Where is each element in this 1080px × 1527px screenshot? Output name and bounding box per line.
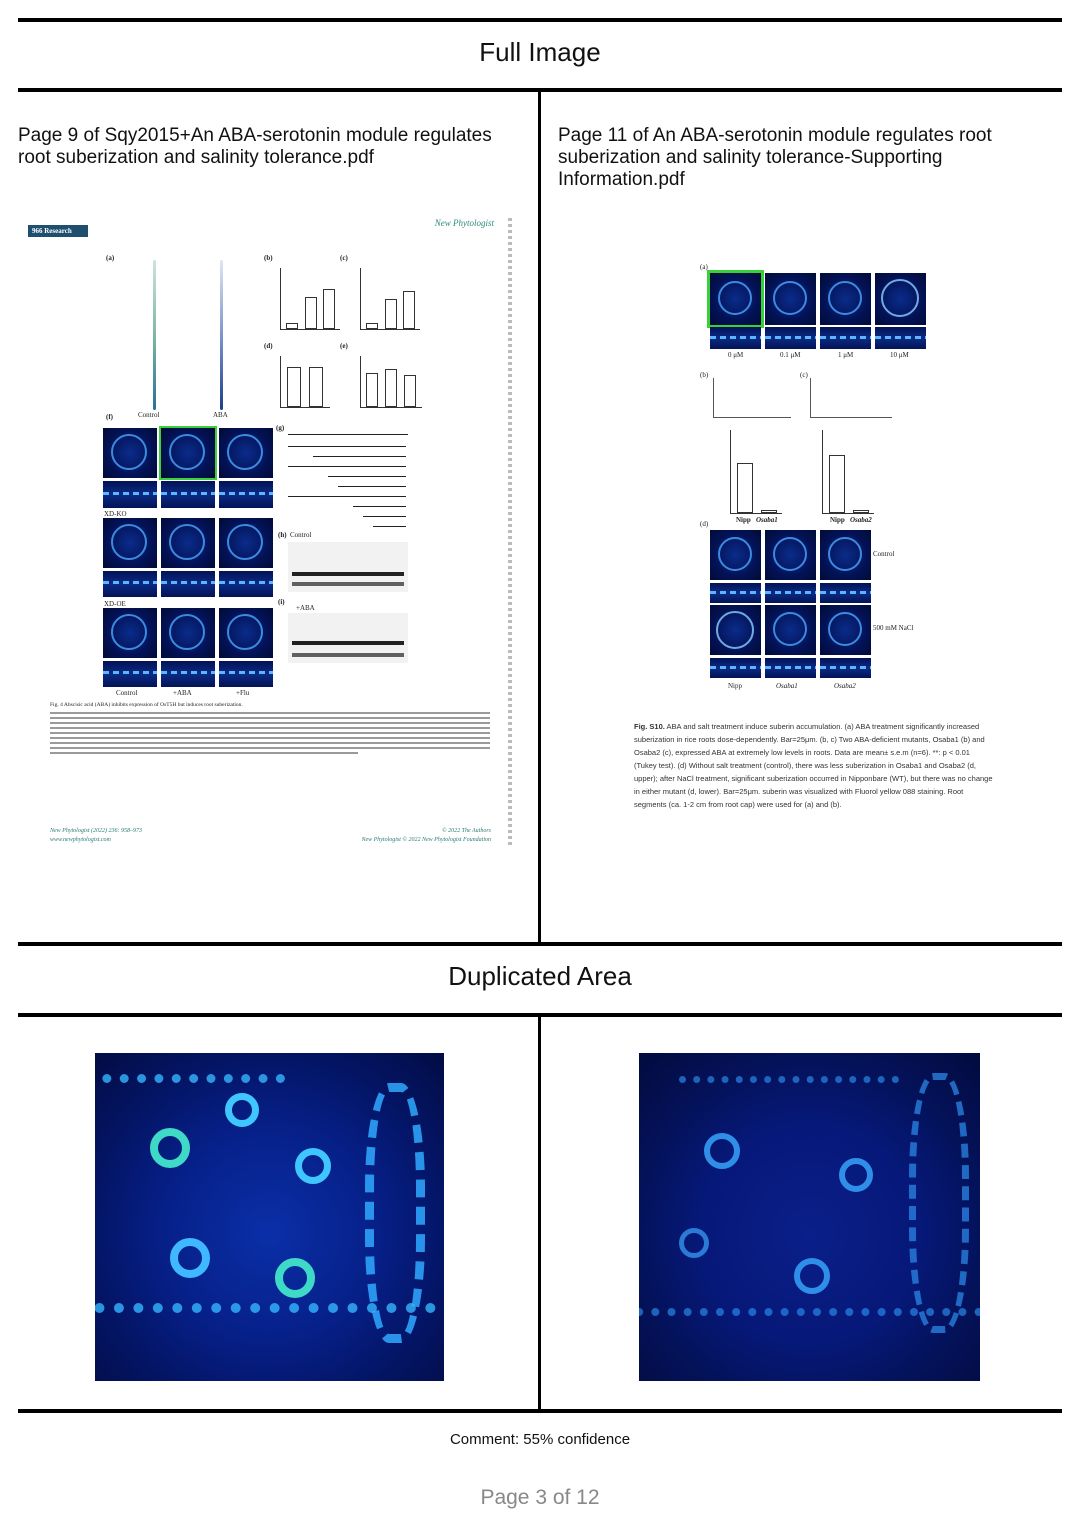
bar-chart-si-b — [730, 430, 782, 514]
si-panel-label-d: (d) — [700, 520, 709, 528]
si-strip-d1 — [710, 583, 761, 603]
si-caption-title: Fig. S10. — [634, 722, 665, 731]
dose-label-0: 0 μM — [728, 351, 744, 359]
si-strip-a1 — [710, 327, 761, 349]
panel-divider — [538, 92, 541, 944]
promoter-line — [313, 456, 406, 457]
bar-chart-si-c — [822, 430, 874, 514]
cell-ring — [839, 1158, 873, 1192]
paper-footer-left — [50, 827, 142, 845]
top-rule — [18, 18, 1062, 22]
caption-text-line — [50, 717, 490, 719]
genotype-label-osaba1: Osaba1 — [776, 682, 798, 690]
left-paper-page — [28, 208, 516, 856]
si-panel-label-b: (b) — [700, 371, 709, 379]
label-xd-oe: XD-OE — [104, 600, 126, 608]
panel-label-d: (d) — [264, 342, 273, 350]
si-caption-text: ABA and salt treatment induce suberin accumulation. (a) ABA treatment significantly increased suberization in rice roots dose-dependently. Bar=25μm. (b, c) Two ABA-deficient mutants, Osaba1 (b) and Osaba2 (c), expressed ABA at extremely low levels in roots. Data are mean± s.e.m (n=6). **: p < 0.01 (Tukey test). (d) Without salt treatment (control), there was less suberization in Osaba1 and Osaba2 (d, upper); after NaCl treatment, significant suberization occurred in Nipponbare (WT), but there was no change in either mutant (d, lower). Bar=25μm. suberin was visualized with Fluorol yellow 088 staining. Root segments (ca. 1-2 cm from root cap) were used for (a) and (b). — [634, 722, 993, 809]
panel-label-h: (h) — [278, 531, 287, 539]
condition-label-control: Control — [873, 550, 895, 558]
si-micrograph-d1 — [710, 530, 761, 580]
caption-text-line — [50, 722, 490, 724]
bar-chart-b — [280, 268, 340, 330]
si-strip-d4 — [710, 658, 761, 678]
caption-text-line — [50, 737, 490, 739]
label-xd-ko: XD-KO — [104, 510, 127, 518]
si-micrograph-a1-highlight — [710, 273, 761, 325]
strip-f2 — [161, 481, 215, 508]
chart-b-label-osaba1: Osaba1 — [756, 516, 778, 524]
gel-label-aba: +ABA — [296, 604, 315, 612]
si-panel-label-a: (a) — [700, 263, 708, 271]
strip-f3 — [219, 481, 273, 508]
bar-chart-d — [280, 356, 330, 408]
duplicated-crop-left — [95, 1053, 444, 1381]
cell-ring — [704, 1133, 740, 1169]
strip-oe3 — [219, 661, 273, 687]
panel-label-a: (a) — [106, 254, 115, 262]
caption-text-line — [50, 732, 490, 734]
label-treat-control: Control — [116, 689, 138, 697]
promoter-line — [373, 526, 406, 527]
promoter-line — [328, 476, 406, 477]
si-panel-label-c: (c) — [800, 371, 808, 379]
si-strip-d5 — [765, 658, 816, 678]
promoter-axis — [288, 434, 408, 435]
promoter-line — [338, 486, 406, 487]
genotype-label-osaba2: Osaba2 — [834, 682, 856, 690]
cell-ring — [150, 1128, 190, 1168]
gel-label-control: Control — [290, 531, 312, 539]
label-treat-aba: +ABA — [173, 689, 192, 697]
cell-ring — [225, 1093, 259, 1127]
bar-chart-c — [360, 268, 420, 330]
caption-text-line — [50, 752, 358, 754]
si-micrograph-a3 — [820, 273, 871, 325]
cell-ring — [170, 1238, 210, 1278]
si-strip-a2 — [765, 327, 816, 349]
panel-label-f: (f) — [106, 413, 113, 421]
duplicated-divider — [538, 1017, 541, 1410]
si-caption — [634, 720, 994, 811]
gel-h — [288, 542, 408, 592]
si-strip-d2 — [765, 583, 816, 603]
si-strip-d6 — [820, 658, 871, 678]
footer-citation: New Phytologist (2022) 236: 958–973 — [50, 828, 142, 834]
root-image-aba — [220, 260, 223, 410]
si-micrograph-a2 — [765, 273, 816, 325]
dose-label-10: 10 μM — [890, 351, 909, 359]
strip-ko1 — [103, 571, 157, 597]
right-si-page — [560, 208, 1060, 848]
strip-ko3 — [219, 571, 273, 597]
footer-foundation: New Phytologist © 2022 New Phytologist Foundation — [361, 837, 491, 843]
page-badge: 966 Research — [28, 225, 88, 237]
full-image-title: Full Image — [479, 37, 601, 67]
panel-label-c: (c) — [340, 254, 348, 262]
label-aba: ABA — [213, 411, 228, 419]
micrograph-f3 — [219, 428, 273, 478]
chart-c-label-nipp: Nipp — [830, 516, 845, 524]
cortex-cells — [679, 1053, 899, 1083]
strip-oe2 — [161, 661, 215, 687]
si-strip-a3 — [820, 327, 871, 349]
chromatogram-b — [713, 378, 791, 418]
label-treat-flu: +Flu — [236, 689, 250, 697]
si-strip-d3 — [820, 583, 871, 603]
gel-i — [288, 613, 408, 663]
promoter-line — [363, 516, 406, 517]
cortex-cells — [639, 1308, 980, 1368]
label-control: Control — [138, 411, 160, 419]
micrograph-oe3 — [219, 608, 273, 658]
si-micrograph-d4 — [710, 605, 761, 655]
micrograph-f1 — [103, 428, 157, 478]
confidence-comment: Comment: 55% confidence — [449, 1431, 631, 1448]
caption-text-line — [50, 712, 490, 714]
si-micrograph-d5 — [765, 605, 816, 655]
page-number: Page 3 of 12 — [480, 1486, 600, 1509]
figure-caption — [50, 701, 490, 757]
root-image-control — [153, 260, 156, 410]
si-micrograph-a4 — [875, 273, 926, 325]
micrograph-oe2 — [161, 608, 215, 658]
chromatogram-c — [810, 378, 892, 418]
promoter-line — [288, 446, 406, 447]
cortex-cells — [95, 1053, 285, 1083]
right-file-title: Page 11 of An ABA-serotonin module regulates root suberization and salinity tolerance-Supporting Information.pdf — [558, 125, 992, 190]
cell-ring — [679, 1228, 709, 1258]
si-strip-a4 — [875, 327, 926, 349]
caption-text-line — [50, 727, 490, 729]
download-strip — [508, 218, 512, 848]
journal-logo: New Phytologist — [434, 218, 494, 228]
dose-label-1: 1 μM — [838, 351, 854, 359]
micrograph-ko2 — [161, 518, 215, 568]
si-micrograph-d6 — [820, 605, 871, 655]
bar-chart-e — [360, 356, 422, 408]
micrograph-ko1 — [103, 518, 157, 568]
footer-url: www.newphytologist.com — [50, 837, 111, 843]
cell-ring — [794, 1258, 830, 1294]
bottom-rule — [18, 1409, 1062, 1413]
promoter-line — [353, 506, 406, 507]
condition-label-nacl: 500 mM NaCl — [873, 624, 914, 632]
strip-ko2 — [161, 571, 215, 597]
panel-label-g: (g) — [276, 424, 285, 432]
si-micrograph-d3 — [820, 530, 871, 580]
panel-label-e: (e) — [340, 342, 348, 350]
micrograph-oe1 — [103, 608, 157, 658]
cortex-cells — [909, 1073, 969, 1333]
caption-text-line — [50, 747, 490, 749]
duplicated-area-title: Duplicated Area — [448, 961, 632, 991]
cell-ring — [295, 1148, 331, 1184]
paper-footer-right — [361, 827, 491, 845]
caption-text: Fig. 4 Abscisic acid (ABA) inhibits expression of OsT5H but induces root suberization. — [50, 702, 243, 708]
cortex-cells — [95, 1303, 444, 1363]
left-file-title: Page 9 of Sqy2015+An ABA-serotonin module regulates root suberization and salinity tolerance.pdf — [18, 125, 492, 168]
micrograph-ko3 — [219, 518, 273, 568]
si-micrograph-d2 — [765, 530, 816, 580]
panel-label-i: (i) — [278, 598, 285, 606]
cell-ring — [275, 1258, 315, 1298]
footer-copyright: © 2022 The Authors — [442, 828, 491, 834]
chart-c-label-osaba2: Osaba2 — [850, 516, 872, 524]
chart-b-label-nipp: Nipp — [736, 516, 751, 524]
caption-text-line — [50, 742, 490, 744]
strip-oe1 — [103, 661, 157, 687]
promoter-line — [288, 466, 406, 467]
micrograph-f2-highlight — [161, 428, 215, 478]
genotype-label-nipp: Nipp — [728, 682, 742, 690]
duplicated-crop-right — [639, 1053, 980, 1381]
dose-label-01: 0.1 μM — [780, 351, 801, 359]
middle-rule — [18, 942, 1062, 946]
strip-f1 — [103, 481, 157, 508]
panel-label-b: (b) — [264, 254, 273, 262]
promoter-line — [288, 496, 406, 497]
